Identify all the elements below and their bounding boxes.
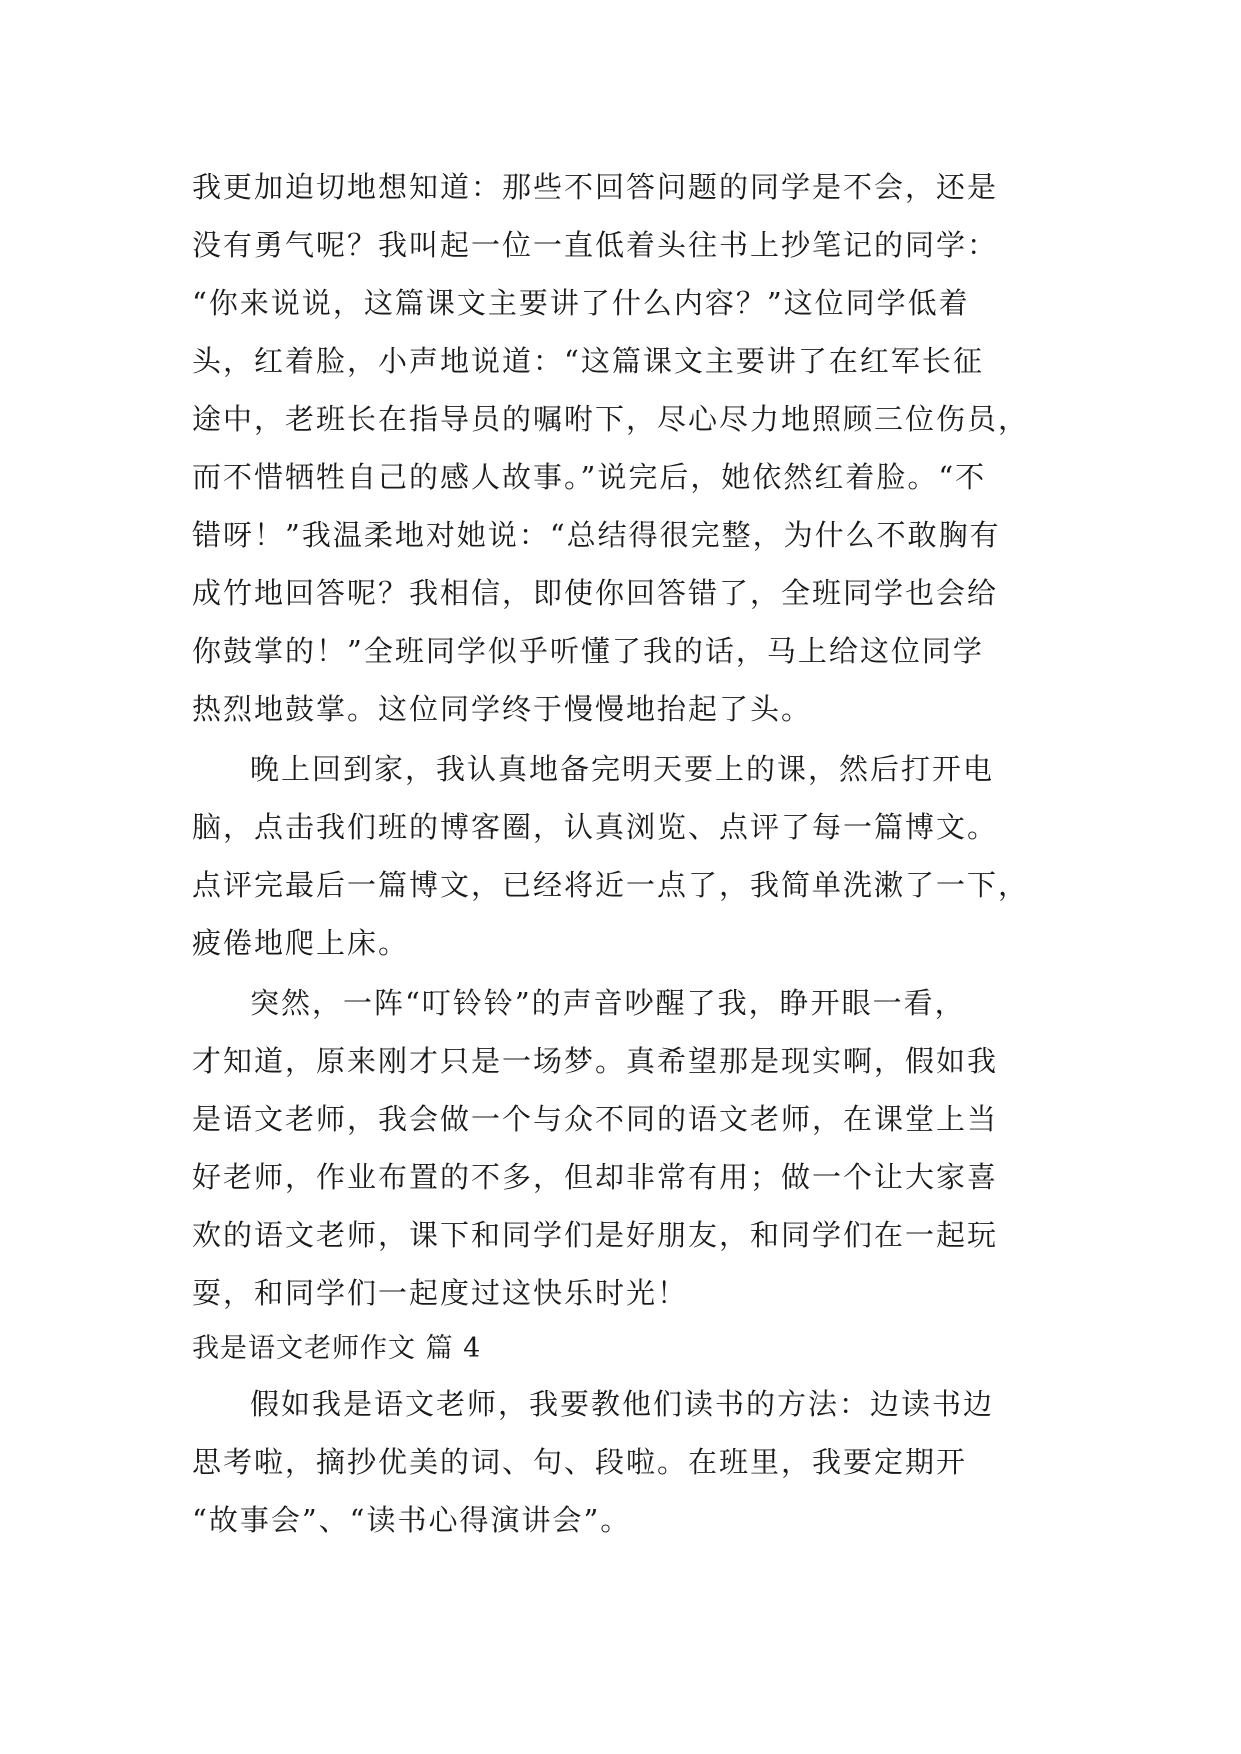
- text-line: 晚上回到家，我认真地备完明天要上的课，然后打开电: [250, 752, 995, 786]
- text-line: 耍，和同学们一起度过这快乐时光！: [192, 1276, 689, 1310]
- document-body: [192, 158, 1054, 1549]
- text-line: 脑，点击我们班的博客圈，认真浏览、点评了每一篇博文。: [192, 810, 999, 844]
- paragraph-2: [192, 740, 1054, 972]
- text-line: 突然，一阵“叮铃铃”的声音吵醒了我，睁开眼一看，: [250, 986, 966, 1020]
- paragraph-1: [192, 158, 1054, 738]
- text-line: 好老师，作业布置的不多，但却非常有用；做一个让大家喜: [192, 1160, 999, 1194]
- text-line: 没有勇气呢？我叫起一位一直低着头往书上抄笔记的同学：: [192, 228, 999, 262]
- text-line: 思考啦，摘抄优美的词、句、段啦。在班里，我要定期开: [192, 1445, 968, 1479]
- section-heading: 我是语文老师作文 篇 4: [192, 1333, 482, 1364]
- paragraph-4: [192, 1375, 1054, 1549]
- text-line: “你来说说，这篇课文主要讲了什么内容？”这位同学低着: [192, 286, 970, 320]
- text-line: “故事会”、“读书心得演讲会”。: [192, 1503, 632, 1537]
- text-line: 疲倦地爬上床。: [192, 926, 410, 960]
- text-line: 欢的语文老师，课下和同学们是好朋友，和同学们在一起玩: [192, 1218, 999, 1252]
- text-line: 错呀！”我温柔地对她说：“总结得很完整，为什么不敢胸有: [192, 518, 1001, 552]
- text-line: 成竹地回答呢？我相信，即使你回答错了，全班同学也会给: [192, 576, 999, 610]
- text-line: 热烈地鼓掌。这位同学终于慢慢地抬起了头。: [192, 692, 813, 726]
- paragraph-3: [192, 974, 1054, 1322]
- text-line: 是语文老师，我会做一个与众不同的语文老师，在课堂上当: [192, 1102, 999, 1136]
- text-line: 假如我是语文老师，我要教他们读书的方法：边读书边: [250, 1387, 995, 1421]
- text-line: 头，红着脸，小声地说道：“这篇课文主要讲了在红军长征: [192, 344, 984, 378]
- text-line: 途中，老班长在指导员的嘱咐下，尽心尽力地照顾三位伤员，: [192, 402, 1030, 436]
- text-line: 才知道，原来刚才只是一场梦。真希望那是现实啊，假如我: [192, 1044, 999, 1078]
- text-line: 你鼓掌的！”全班同学似乎听懂了我的话，马上给这位同学: [192, 634, 984, 668]
- text-line: 点评完最后一篇博文，已经将近一点了，我简单洗漱了一下，: [192, 868, 1030, 902]
- text-line: 而不惜牺牲自己的感人故事。”说完后，她依然红着脸。“不: [192, 460, 987, 494]
- text-line: 我更加迫切地想知道：那些不回答问题的同学是不会，还是: [192, 170, 999, 204]
